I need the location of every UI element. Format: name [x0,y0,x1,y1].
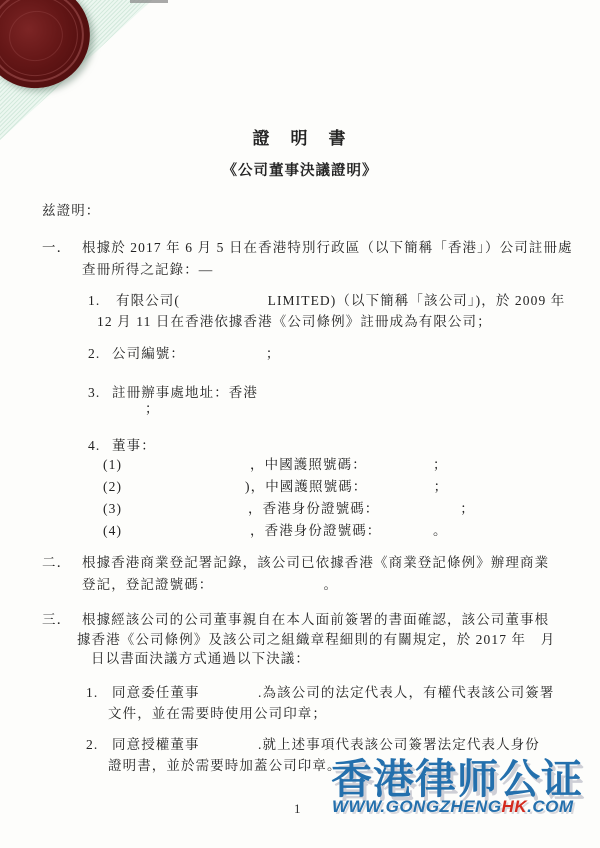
item-3-line-1: 註冊辦事處地址：香港 [112,385,258,400]
section-2-line-2: 登記，登記證號碼： 。 [82,577,339,592]
notary-watermark-text: 香港律师公证 [331,756,583,802]
item-1-line-2: 12 月 11 日在香港依據香港《公司條例》註冊成為有限公司； [97,314,492,329]
item-2-number: 2. [88,346,101,361]
section-3-line-1: 根據經該公司的公司董事親自在本人面前簽署的書面確認，該公司董事根 [82,612,550,627]
item-1-number: 1. [88,293,101,308]
notary-watermark-url [332,797,574,817]
resolution-2-line-1: 同意授權董事 .就上述事項代表該公司簽署法定代表人身份 [112,737,540,752]
item-1-line-1: 有限公司( LIMITED)（以下簡稱「該公司」)，於 2009 年 [116,293,566,308]
section-3-line-2: 據香港《公司條例》及該公司之組織章程細則的有關規定，於 2017 年 月 [77,632,556,647]
director-4-detail: ，香港身份證號碼： 。 [250,523,448,538]
resolution-1-line-1: 同意委任董事 .為該公司的法定代表人，有權代表該公司簽署 [112,685,555,700]
section-1-line-2: 查冊所得之記錄：— [82,262,214,277]
section-3-marker: 三． [42,612,72,627]
director-1-number: (1) [103,457,123,472]
director-4-number: (4) [103,523,123,538]
resolution-1-line-2: 文件，並在需要時使用公司印章； [108,706,327,721]
item-4-text: 董事： [112,438,156,453]
watermark-url-suffix: .COM [527,797,574,816]
director-2-detail: )，中國護照號碼： ； [245,479,449,494]
page-title: 證 明 書 [252,129,348,148]
section-3-line-3: 日以書面決議方式通過以下決議： [91,651,310,666]
watermark-url-hk: HK [501,797,528,816]
item-3-line-2: ； [145,401,160,416]
resolution-2-number: 2. [86,737,99,752]
page-number: 1 [294,801,301,816]
resolution-2-line-2: 證明書，並於需要時加蓋公司印章。 [108,758,342,773]
section-2-line-1: 根據香港商業登記署記錄，該公司已依據香港《商業登記條例》辦理商業 [82,555,550,570]
section-2-marker: 二． [42,555,72,570]
director-2-number: (2) [103,479,123,494]
watermark-url-prefix: WWW.GONGZHENG [332,797,502,816]
item-2-text: 公司編號： ； [112,346,281,361]
red-wax-seal-icon [0,0,101,100]
director-3-detail: ，香港身份證號碼： ； [248,501,475,516]
item-4-number: 4. [88,438,101,453]
section-1-line-1: 根據於 2017 年 6 月 5 日在香港特別行政區（以下簡稱「香港」）公司註冊處 [82,240,573,255]
intro-line: 兹證明： [42,203,101,218]
scan-artifact [130,0,168,3]
director-3-number: (3) [103,501,123,516]
item-3-number: 3. [88,385,101,400]
page-subtitle: 《公司董事決議證明》 [222,163,378,179]
director-1-detail: ，中國護照號碼： ； [250,457,448,472]
section-1-marker: 一． [42,240,72,255]
resolution-1-number: 1. [86,685,99,700]
